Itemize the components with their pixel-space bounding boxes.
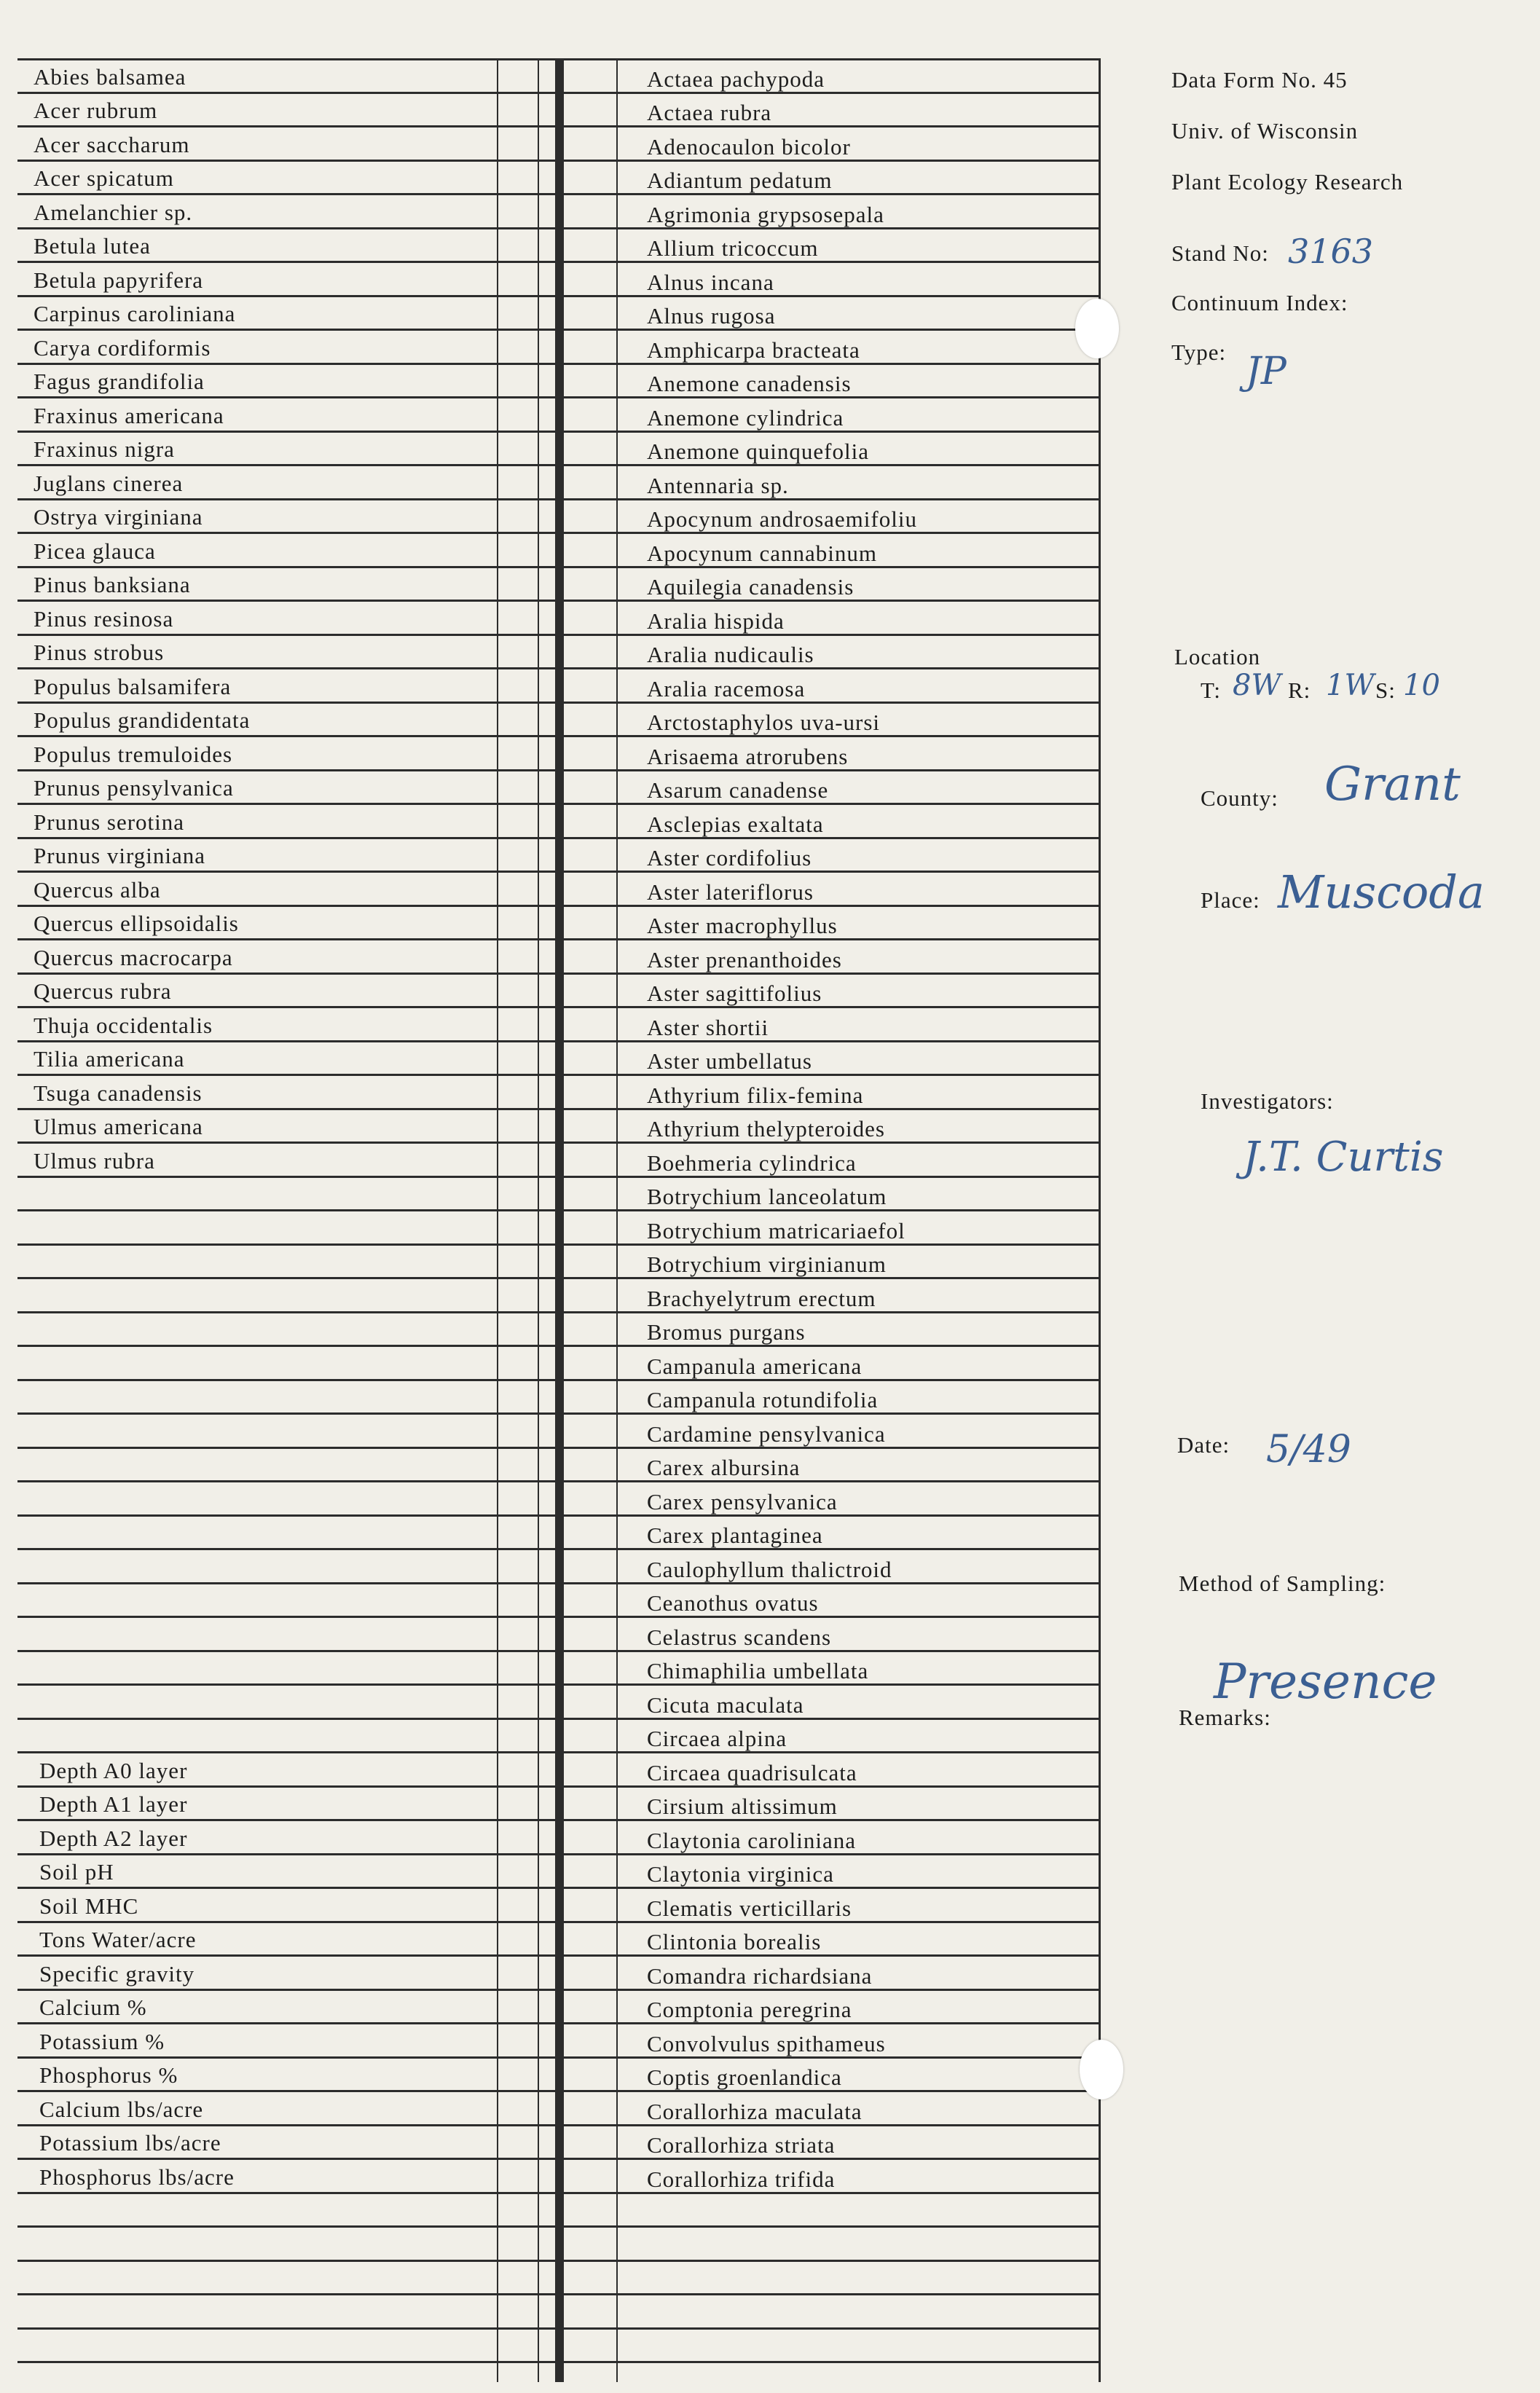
species-name: Aralia racemosa [647,675,806,702]
species-name: Coptis groenlandica [647,2064,842,2090]
continuum-label: Continuum Index: [1171,290,1348,315]
table-row [618,297,1099,331]
species-name: Actaea pachypoda [647,66,825,92]
column-divider [1099,58,1101,2382]
table-row [618,873,1099,907]
species-name: Cardamine pensylvanica [647,1421,886,1447]
method-label: Method of Sampling: [1179,1571,1386,1596]
table-row [618,1211,1099,1246]
table-row [618,1517,1099,1551]
table-row [618,1957,1099,1991]
species-name: Tsuga canadensis [34,1080,203,1106]
soil-field-label: Calcium lbs/acre [39,2096,204,2122]
species-name: Abies balsamea [34,63,186,90]
soil-field-label: Depth A0 layer [39,1757,188,1783]
investigators-value: J.T. Curtis [1243,1133,1444,1181]
species-name: Ceanothus ovatus [647,1590,819,1616]
t-value: 8W [1233,669,1281,702]
punch-hole [1075,299,1119,358]
soil-field-label: Soil pH [39,1859,114,1885]
table-row [618,60,1099,94]
table-row [618,1788,1099,1822]
university: Univ. of Wisconsin [1171,118,1359,144]
table-row [618,1178,1099,1212]
species-name: Convolvulus spithameus [647,2030,886,2056]
species-name: Pinus banksiana [34,572,191,597]
s-value: 10 [1403,669,1440,702]
table-row [618,1821,1099,1855]
table-row [618,1076,1099,1110]
table-row [618,466,1099,500]
species-name: Picea glauca [34,538,156,564]
table-row [618,1144,1099,1178]
table-row [618,975,1099,1009]
table-row [618,940,1099,975]
stand-label: Stand No: [1171,240,1269,266]
column-divider-thick [555,58,564,2382]
table-row [618,534,1099,568]
species-name: Amelanchier sp. [34,199,193,225]
soil-field-label: Potassium % [39,2028,165,2054]
table-row [618,1042,1099,1077]
species-name: Quercus alba [34,876,161,903]
species-name: Pinus resinosa [34,605,174,632]
species-name: Aster sagittifolius [647,981,822,1006]
species-name: Corallorhiza striata [647,2132,836,2158]
table-row [618,1381,1099,1415]
species-name: Aralia nudicaulis [647,642,814,667]
table-row [618,704,1099,738]
t-label: T: [1201,677,1222,703]
species-name: Botrychium matricariaefol [647,1217,905,1243]
species-name: Circaea alpina [647,1726,787,1751]
column-divider [616,58,618,2382]
species-name: Prunus serotina [34,809,185,835]
species-name: Arisaema atrorubens [647,743,849,769]
species-name: Quercus rubra [34,978,172,1004]
type-label: Type: [1171,339,1227,365]
species-name: Prunus pensylvanica [34,775,234,801]
species-name: Acer spicatum [34,165,174,191]
table-row [618,636,1099,670]
species-name: Actaea rubra [647,100,772,125]
species-name: Aster macrophyllus [647,913,838,938]
species-name: Betula papyrifera [34,267,204,293]
species-name: Ulmus americana [34,1114,203,1139]
table-row [618,94,1099,128]
species-name: Aster lateriflorus [647,879,814,905]
species-name: Carya cordiformis [34,334,211,361]
species-name: Thuja occidentalis [34,1012,213,1038]
species-name: Carpinus caroliniana [34,301,236,326]
species-name: Acer rubrum [34,98,158,123]
species-name: Adenocaulon bicolor [647,133,851,160]
species-name: Apocynum cannabinum [647,540,878,566]
species-name: Corallorhiza maculata [647,2098,863,2124]
species-name: Pinus strobus [34,640,165,665]
stand-value: 3163 [1288,232,1374,271]
r-value: 1W [1326,669,1375,702]
species-name: Clematis verticillaris [647,1895,852,1921]
species-name: Amphicarpa bracteata [647,337,860,363]
species-name: Quercus ellipsoidalis [34,911,239,936]
column-divider [497,58,498,2382]
department: Plant Ecology Research [1171,169,1404,194]
table-row [618,669,1099,704]
soil-field-label: Calcium % [39,1995,147,2020]
place-value: Muscoda [1278,865,1485,919]
table-row [618,1313,1099,1348]
table-row [618,1686,1099,1720]
species-name: Fraxinus americana [34,402,224,428]
table-row [618,1753,1099,1788]
species-name: Cicuta maculata [647,1691,804,1718]
table-row [618,771,1099,806]
species-name: Agrimonia grypsosepala [647,201,884,227]
table-row [618,1550,1099,1584]
table-row [618,331,1099,365]
table-row [618,805,1099,839]
species-name: Carex albursina [647,1455,801,1480]
species-name: Botrychium virginianum [647,1251,887,1277]
species-name: Asarum canadense [647,777,829,803]
species-name: Fagus grandifolia [34,369,205,394]
s-label: S: [1375,677,1396,703]
table-row [618,229,1099,264]
r-label: R: [1288,677,1311,703]
soil-field-label: Depth A1 layer [39,1791,188,1817]
species-name: Allium tricoccum [647,235,819,261]
species-name: Comandra richardsiana [647,1962,873,1989]
species-name: Populus balsamifera [34,673,232,699]
table-row [618,602,1099,636]
species-name: Boehmeria cylindrica [647,1150,857,1176]
location-label: Location [1174,644,1261,669]
table-row [618,568,1099,602]
species-name: Carex plantaginea [647,1522,823,1548]
form-number: Data Form No. 45 [1171,67,1348,93]
table-row [618,1991,1099,2025]
table-row [618,1923,1099,1957]
soil-field-label: Soil MHC [39,1893,139,1919]
species-name: Chimaphilia umbellata [647,1658,869,1683]
table-row [618,1855,1099,1890]
species-name: Acer saccharum [34,131,190,157]
species-name: Athyrium filix-femina [647,1082,864,1108]
table-row [618,2160,1099,2194]
species-name: Aster cordifolius [647,845,812,871]
investigators-label: Investigators: [1201,1088,1334,1114]
place-label: Place: [1201,887,1260,913]
table-row [618,1449,1099,1483]
species-name: Circaea quadrisulcata [647,1759,857,1785]
table-row [618,2126,1099,2161]
species-name: Carex pensylvanica [647,1488,838,1514]
species-name: Caulophyllum thalictroid [647,1556,892,1582]
species-name: Quercus macrocarpa [34,944,233,970]
species-name: Ostrya virginiana [34,504,203,530]
species-name: Populus tremuloides [34,741,233,767]
table-row [618,1889,1099,1923]
species-name: Anemone quinquefolia [647,439,869,464]
species-name: Aquilegia canadensis [647,574,855,600]
soil-field-label: Phosphorus lbs/acre [39,2164,235,2190]
table-row [618,398,1099,433]
table-row [618,1008,1099,1042]
soil-field-label: Depth A2 layer [39,1825,188,1851]
table-row [618,1279,1099,1313]
species-name: Alnus incana [647,269,774,295]
table-row [618,2092,1099,2126]
table-row [618,1347,1099,1381]
table-row [618,1415,1099,1449]
species-name: Betula lutea [34,233,151,259]
table-row [618,195,1099,229]
table-row [618,500,1099,535]
species-name: Juglans cinerea [34,470,184,496]
species-name: Campanula americana [647,1353,863,1379]
species-name: Comptonia peregrina [647,1997,852,2022]
soil-field-label: Specific gravity [39,1960,195,1987]
table-row [618,162,1099,196]
table-row [618,1482,1099,1517]
county-label: County: [1201,785,1278,811]
table-row [618,839,1099,873]
type-value: JP [1246,350,1286,393]
species-name: Anemone cylindrica [647,404,844,431]
soil-field-label: Tons Water/acre [39,1927,197,1952]
species-name: Brachyelytrum erectum [647,1285,876,1311]
species-name: Antennaria sp. [647,472,789,498]
species-name: Athyrium thelypteroides [647,1116,885,1142]
table-row [618,365,1099,399]
species-name: Fraxinus nigra [34,436,175,462]
species-name: Campanula rotundifolia [647,1387,879,1412]
species-name: Botrychium lanceolatum [647,1184,887,1209]
table-row [618,1618,1099,1652]
table-row [618,2059,1099,2093]
species-name: Adiantum pedatum [647,168,833,193]
table-row [618,1246,1099,1280]
table-row [618,737,1099,771]
table-row [618,1720,1099,1754]
species-name: Aster prenanthoides [647,946,842,972]
species-name: Asclepias exaltata [647,811,824,837]
species-name: Aralia hispida [647,608,785,634]
table-row [618,1584,1099,1619]
species-name: Apocynum androsaemifoliu [647,506,917,532]
soil-field-label: Potassium lbs/acre [39,2130,221,2156]
table-row [618,263,1099,297]
punch-hole [1080,2040,1123,2099]
species-name: Celastrus scandens [647,1624,832,1650]
table-row [618,1652,1099,1686]
species-name: Corallorhiza trifida [647,2166,836,2192]
species-name: Tilia americana [34,1046,185,1072]
species-name: Anemone canadensis [647,371,852,396]
species-name: Prunus virginiana [34,843,205,868]
species-name: Aster umbellatus [647,1048,812,1074]
species-name: Alnus rugosa [647,303,776,329]
method-value: Presence [1214,1654,1437,1710]
species-name: Claytonia caroliniana [647,1827,856,1853]
table-row [618,2024,1099,2059]
county-value: Grant [1324,758,1461,812]
table-row [618,907,1099,941]
remarks-label: Remarks: [1179,1705,1271,1730]
table-row [618,433,1099,467]
species-name: Ulmus rubra [34,1147,155,1174]
table-row [618,127,1099,162]
species-name: Bromus purgans [647,1319,806,1345]
species-name: Cirsium altissimum [647,1793,838,1819]
species-name: Claytonia virginica [647,1861,834,1887]
species-name: Arctostaphylos uva-ursi [647,710,881,735]
species-name: Clintonia borealis [647,1929,822,1954]
column-divider [538,58,539,2382]
table-row [618,1110,1099,1144]
species-name: Aster shortii [647,1014,769,1040]
date-value: 5/49 [1266,1428,1351,1471]
date-label: Date: [1177,1432,1230,1458]
species-name: Populus grandidentata [34,707,251,733]
soil-field-label: Phosphorus % [39,2062,178,2088]
